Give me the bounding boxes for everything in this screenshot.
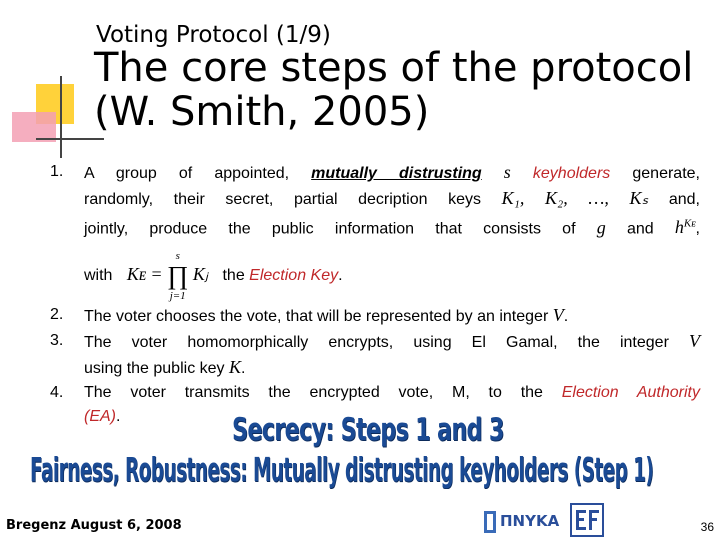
punct: . bbox=[338, 267, 343, 285]
step-text: randomly, their secret, partial decription keys bbox=[84, 191, 481, 208]
decor-vertical-line bbox=[60, 76, 62, 158]
title-line-2: (W. Smith, 2005) bbox=[94, 89, 430, 135]
keyholders-text: keyholders bbox=[532, 165, 611, 182]
step-1-line-1 bbox=[84, 160, 700, 186]
step-1 bbox=[50, 160, 700, 303]
title-line-1: The core steps of the protocol bbox=[94, 45, 694, 91]
product-operator bbox=[167, 249, 188, 303]
footer-date-location: Bregenz August 6, 2008 bbox=[6, 518, 182, 533]
election-authority-text: Election Authority bbox=[561, 384, 700, 402]
step-1-formula-line bbox=[84, 249, 700, 303]
step-number: 2. bbox=[50, 306, 64, 324]
var-g: g bbox=[596, 217, 606, 238]
section-label: Voting Protocol (1/9) bbox=[96, 22, 331, 48]
step-text: and, bbox=[668, 191, 700, 208]
step-4-line-1 bbox=[84, 381, 700, 405]
var-k: K bbox=[228, 357, 241, 378]
page-number: 36 bbox=[700, 520, 714, 534]
step-number: 1. bbox=[50, 163, 64, 180]
var-v: V bbox=[552, 305, 564, 326]
steps-list bbox=[50, 160, 700, 429]
punct: , bbox=[695, 220, 700, 238]
decor-horizontal-line bbox=[36, 138, 104, 140]
product-upper-limit: s bbox=[175, 250, 180, 263]
step-text: with bbox=[84, 267, 113, 285]
var-h: h bbox=[674, 217, 684, 238]
step-3 bbox=[50, 329, 700, 381]
step-1-line-3 bbox=[84, 212, 700, 241]
punct: . bbox=[116, 408, 121, 426]
step-text: and bbox=[626, 220, 654, 238]
var-s: s bbox=[503, 162, 511, 182]
secrecy-highlight: Secrecy: Steps 1 and 3 bbox=[232, 412, 504, 448]
step-text: The voter transmits the encrypted vote, M, to the bbox=[84, 384, 543, 402]
step-text: jointly, produce the public information that consists of bbox=[84, 220, 576, 238]
product-lower-limit: j=1 bbox=[169, 290, 186, 303]
step-3-line-2 bbox=[84, 355, 700, 381]
step-3-line-1 bbox=[84, 329, 700, 355]
mutually-distrusting-text: mutually distrusting bbox=[311, 165, 482, 182]
slide-title bbox=[94, 46, 714, 134]
equals-sign: = bbox=[150, 264, 163, 285]
election-key-text: Election Key bbox=[249, 267, 339, 285]
step-number: 4. bbox=[50, 384, 64, 402]
pnyka-logo-text: ΠΝΥΚΑ bbox=[500, 512, 560, 530]
ea-abbrev-text: (EA) bbox=[84, 408, 116, 426]
fairness-highlight: Fairness, Robustness: Mutually distrusting keyholders (Step 1) bbox=[30, 450, 654, 489]
var-h-exponent: Kᴇ bbox=[683, 218, 696, 230]
punct: . bbox=[563, 308, 569, 326]
step-text: The voter homomorphically encrypts, using El Gamal, the integer bbox=[84, 334, 669, 352]
var-v: V bbox=[689, 331, 700, 352]
punct: . bbox=[241, 360, 246, 378]
var-ke: Kᴇ bbox=[126, 264, 146, 285]
var-kj: Kⱼ bbox=[192, 264, 209, 285]
election-key-formula bbox=[127, 249, 208, 303]
institution-logo-icon bbox=[570, 503, 604, 537]
step-text: The voter chooses the vote, that will be represented by an integer bbox=[84, 308, 549, 326]
step-text: generate, bbox=[632, 165, 700, 182]
step-1-line-2 bbox=[84, 186, 700, 212]
step-text: the bbox=[222, 267, 245, 285]
product-symbol: ∏ bbox=[167, 261, 189, 291]
step-number: 3. bbox=[50, 332, 64, 350]
step-2 bbox=[50, 303, 700, 329]
step-text: using the public key bbox=[84, 360, 225, 378]
keys-formula: K₁, K₂, …, Kₛ bbox=[501, 188, 649, 208]
step-text: A group of appointed, bbox=[84, 165, 290, 182]
